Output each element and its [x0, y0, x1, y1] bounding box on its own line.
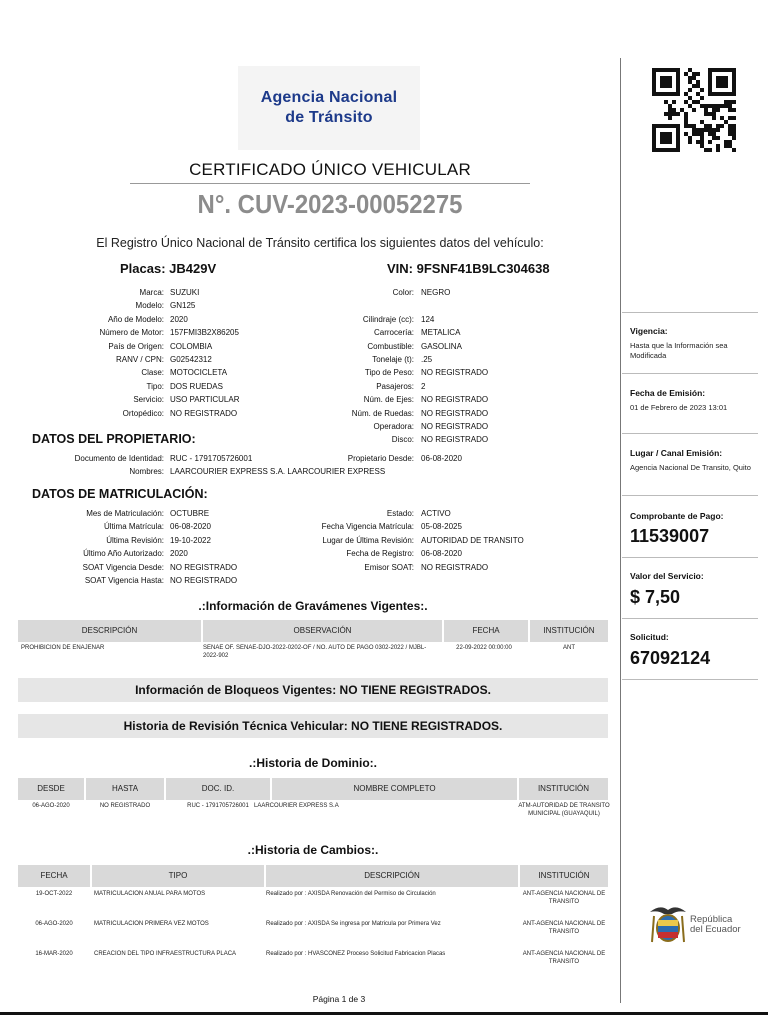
field-value: NO REGISTRADO — [421, 562, 489, 572]
field-value: ACTIVO — [421, 509, 451, 518]
field-label: Cilindraje (cc): — [362, 314, 414, 324]
page-number: Página 1 de 3 — [312, 994, 366, 1004]
field-label: Operadora: — [373, 422, 414, 431]
field-value: .25 — [421, 355, 433, 364]
sidebar-separator — [622, 679, 758, 680]
issue-place-label: Lugar / Canal Emisión: — [630, 448, 723, 458]
ownership-history-heading: .:Historia de Dominio:. — [248, 756, 377, 770]
field-label: Tipo de Peso: — [364, 368, 414, 378]
field-label: Tonelaje (t): — [372, 355, 414, 364]
field-label: Número de Motor: — [99, 328, 164, 338]
liens-heading: .:Información de Gravámenes Vigentes:. — [198, 599, 428, 613]
plate-number: Placas: JB429V — [120, 261, 217, 276]
logo-line1: Agencia Nacional — [260, 89, 398, 106]
field-value: 124 — [421, 314, 435, 324]
field-label: SOAT Vigencia Desde: — [82, 562, 164, 572]
changes-cell-descripcion: Realizado por : AXISDA Renovación del Permiso de Circulación — [266, 891, 436, 897]
validity-label: Vigencia: — [630, 326, 668, 336]
field-value: 2020 — [170, 314, 188, 324]
changes-cell-fecha: 06-AGO-2020 — [35, 921, 73, 927]
field-label: Disco: — [391, 435, 414, 445]
issue-date-label: Fecha de Emisión: — [630, 388, 706, 398]
field-value: NO REGISTRADO — [421, 408, 489, 418]
ownership-cell-institucion: ATM-AUTORIDAD DE TRANSITO MUNICIPAL (GUAYAQUIL) — [518, 803, 610, 817]
field-label: Carrocería: — [373, 328, 414, 338]
field-label: Marca: — [139, 288, 164, 297]
sidebar-separator — [622, 618, 758, 619]
ownership-cell-docid: RUC - 1791705726001 — [187, 803, 249, 809]
liens-col-institucion: INSTITUCIÓN — [530, 620, 608, 642]
republic-line2: del Ecuador — [690, 924, 741, 935]
validity-value: Hasta que la Información sea Modificada — [630, 341, 728, 360]
field-value: 06-08-2020 — [170, 522, 211, 532]
ownership-col-desde: DESDE — [18, 778, 84, 800]
changes-col-fecha: FECHA — [18, 865, 90, 887]
field-value: MOTOCICLETA — [170, 368, 228, 378]
sidebar-separator — [622, 495, 758, 496]
changes-cell-fecha: 16-MAR-2020 — [35, 951, 73, 957]
field-value: NO REGISTRADO — [421, 435, 489, 445]
owner-heading: DATOS DEL PROPIETARIO: — [32, 432, 196, 446]
changes-cell-descripcion: Realizado por : HVASCONEZ Proceso Solicitud Fabricacion Placas — [266, 951, 446, 957]
ownership-col-hasta: HASTA — [86, 778, 164, 800]
payment-receipt-label: Comprobante de Pago: — [630, 511, 724, 521]
changes-history-table — [18, 865, 608, 980]
field-label: Pasajeros: — [376, 381, 414, 391]
field-label: Combustible: — [367, 341, 414, 351]
field-label: Tipo: — [146, 381, 164, 391]
intro-text: El Registro Único Nacional de Tránsito certifica los siguientes datos del vehículo: — [96, 236, 544, 250]
ecuador-coat-of-arms-icon — [648, 902, 688, 946]
table-row — [18, 802, 608, 832]
changes-col-institucion: INSTITUCIÓN — [520, 865, 608, 887]
changes-cell-descripcion: Realizado por : AXISDA Se ingresa por Matricula por Primera Vez — [266, 921, 441, 927]
field-value: NO REGISTRADO — [421, 395, 489, 405]
field-label: Último Año Autorizado: — [83, 549, 164, 559]
request-value: 67092124 — [630, 648, 711, 668]
bottom-border — [0, 1012, 768, 1015]
changes-cell-institucion: ANT-AGENCIA NACIONAL DE TRANSITO — [522, 891, 606, 905]
field-value: NO REGISTRADO — [170, 408, 238, 418]
field-value: OCTUBRE — [170, 509, 210, 518]
field-value: NEGRO — [421, 288, 451, 297]
issue-date-value: 01 de Febrero de 2023 13:01 — [630, 403, 728, 412]
request-label: Solicitud: — [630, 632, 669, 642]
liens-cell-institucion: ANT — [563, 645, 575, 651]
field-label: Última Matrícula: — [103, 522, 164, 532]
table-row — [18, 950, 608, 980]
table-row — [18, 920, 608, 950]
field-label: Clase: — [141, 368, 164, 378]
field-label: Núm. de Ejes: — [363, 395, 414, 405]
liens-cell-observacion: SENAE OF. SENAE-DJO-2022-0202-OF / NO. AUTO DE PAGO 0302-2022 / MJBL-2022-902 — [203, 645, 427, 659]
agency-logo — [238, 66, 420, 150]
liens-col-descripcion: DESCRIPCIÓN — [18, 620, 201, 642]
ownership-cell-desde: 06-AGO-2020 — [32, 803, 70, 809]
payment-receipt-value: 11539007 — [630, 526, 710, 546]
changes-rows — [18, 890, 608, 980]
changes-cell-tipo: CREACION DEL TIPO INFRAESTRUCTURA PLACA — [94, 951, 237, 957]
registration-heading: DATOS DE MATRICULACIÓN: — [32, 487, 208, 501]
changes-cell-tipo: MATRICULACION ANUAL PARA MOTOS — [94, 891, 206, 897]
certificate-number: N°. CUV-2023-00052275 — [197, 189, 463, 219]
field-value: NO REGISTRADO — [170, 576, 238, 585]
field-label: País de Origen: — [108, 341, 164, 351]
field-label: Ortopédico: — [122, 408, 164, 418]
owner-name-label: Nombres: — [129, 467, 164, 476]
sidebar-separator — [622, 312, 758, 313]
title-divider — [130, 183, 530, 184]
field-label: SOAT Vigencia Hasta: — [84, 576, 164, 585]
liens-col-fecha: FECHA — [444, 620, 528, 642]
liens-cell-fecha: 22-09-2022 00:00:00 — [456, 645, 512, 651]
field-label: Estado: — [386, 509, 414, 518]
changes-table-header — [18, 865, 608, 887]
field-label: Núm. de Ruedas: — [351, 408, 414, 418]
liens-table — [18, 620, 608, 674]
field-value: SUZUKI — [170, 288, 200, 297]
field-value: COLOMBIA — [170, 341, 213, 351]
field-value: 157FMI3B2X86205 — [170, 328, 239, 338]
field-value: G02542312 — [170, 355, 212, 364]
field-label: Fecha de Registro: — [346, 549, 414, 559]
field-label: Fecha Vigencia Matrícula: — [321, 522, 414, 532]
field-value: METALICA — [421, 328, 461, 338]
liens-cell-descripcion: PROHIBICION DE ENAJENAR — [21, 645, 105, 651]
field-label: Última Revisión: — [106, 535, 164, 545]
changes-cell-fecha: 19-OCT-2022 — [35, 891, 73, 897]
ownership-col-nombre: NOMBRE COMPLETO — [272, 778, 517, 800]
field-value: NO REGISTRADO — [170, 562, 238, 572]
blocks-bar: Información de Bloqueos Vigentes: NO TIENE REGISTRADOS. — [18, 678, 608, 702]
field-label: RANV / CPN: — [115, 355, 164, 364]
sidebar-divider — [620, 58, 621, 1003]
logo-line2: de Tránsito — [285, 109, 373, 126]
field-value: DOS RUEDAS — [170, 381, 223, 391]
field-label: Emisor SOAT: — [364, 562, 414, 572]
owner-doc-value: RUC - 1791705726001 — [170, 454, 253, 463]
sidebar-separator — [622, 557, 758, 558]
changes-cell-tipo: MATRICULACION PRIMERA VEZ MOTOS — [94, 921, 209, 927]
liens-table-header — [18, 620, 608, 642]
ownership-col-institucion: INSTITUCIÓN — [519, 778, 608, 800]
field-label: Color: — [392, 288, 414, 297]
republic-text — [690, 915, 741, 935]
field-value: GN125 — [170, 301, 196, 311]
field-label: Lugar de Última Revisión: — [322, 535, 414, 545]
changes-col-tipo: TIPO — [92, 865, 264, 887]
field-label: Año de Modelo: — [107, 314, 164, 324]
ownership-table-header — [18, 778, 608, 800]
field-value: 19-10-2022 — [170, 535, 211, 545]
field-value: 2020 — [170, 549, 188, 559]
technical-review-bar: Historia de Revisión Técnica Vehicular: NO TIENE REGISTRADOS. — [18, 714, 608, 738]
changes-col-descripcion: DESCRIPCIÓN — [266, 865, 518, 887]
field-value: USO PARTICULAR — [170, 395, 240, 405]
field-value: NO REGISTRADO — [421, 368, 489, 378]
vin-number: VIN: 9FSNF41B9LC304638 — [387, 261, 550, 276]
changes-cell-institucion: ANT-AGENCIA NACIONAL DE TRANSITO — [522, 921, 606, 935]
service-value: $ 7,50 — [630, 587, 681, 607]
field-label: Servicio: — [133, 395, 164, 405]
ownership-cell-hasta: NO REGISTRADO — [99, 803, 151, 809]
owner-name-value: LAARCOURIER EXPRESS S.A. LAARCOURIER EXPRESS — [170, 467, 386, 476]
liens-col-observacion: OBSERVACIÓN — [203, 620, 442, 642]
sidebar-separator — [622, 373, 758, 374]
table-row — [18, 890, 608, 920]
table-row — [18, 644, 608, 674]
sidebar-separator — [622, 433, 758, 434]
field-label: Modelo: — [135, 301, 164, 311]
document-title: CERTIFICADO ÚNICO VEHICULAR — [189, 160, 471, 179]
field-value: 05-08-2025 — [421, 522, 462, 532]
qr-code-icon — [650, 68, 738, 152]
republic-line1: República — [690, 914, 733, 925]
field-value: 2 — [421, 381, 426, 391]
ownership-history-table — [18, 778, 608, 832]
field-value: GASOLINA — [421, 341, 462, 351]
field-value: NO REGISTRADO — [421, 422, 489, 431]
field-value: AUTORIDAD DE TRANSITO — [421, 535, 524, 545]
changes-cell-institucion: ANT-AGENCIA NACIONAL DE TRANSITO — [522, 951, 606, 965]
owner-doc-label: Documento de Identidad: — [74, 454, 164, 463]
issue-place-value: Agencia Nacional De Transito, Quito — [630, 463, 751, 472]
field-value: 06-08-2020 — [421, 549, 462, 559]
changes-history-heading: .:Historia de Cambios:. — [247, 843, 379, 857]
service-value-label: Valor del Servicio: — [630, 571, 704, 581]
field-label: Mes de Matriculación: — [86, 509, 164, 518]
ownership-col-docid: DOC. ID. — [166, 778, 270, 800]
ownership-cell-nombre: LAARCOURIER EXPRESS S.A — [254, 803, 339, 809]
owner-since-value: 06-08-2020 — [421, 454, 462, 463]
owner-since-label: Propietario Desde: — [347, 454, 414, 463]
